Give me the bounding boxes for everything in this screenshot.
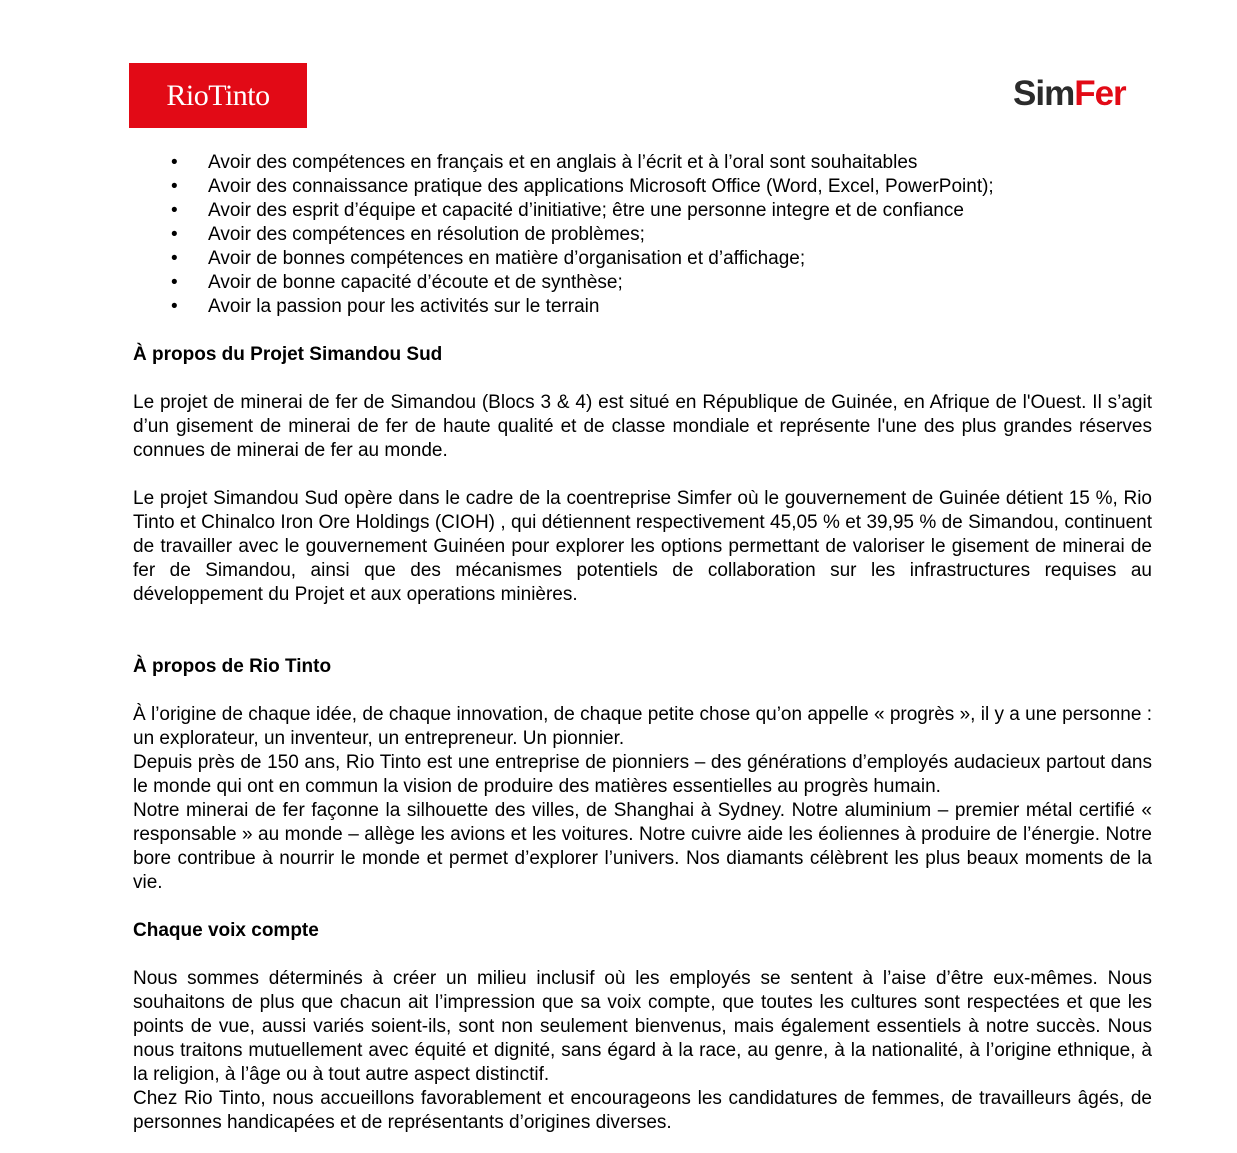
list-item-text: Avoir des compétences en français et en anglais à l’écrit et à l’oral sont souhaitables	[208, 152, 918, 173]
list-item-text: Avoir la passion pour les activités sur le terrain	[208, 296, 600, 317]
section-heading-simandou: À propos du Projet Simandou Sud	[133, 344, 443, 365]
rio-tinto-paragraph-1: À l’origine de chaque idée, de chaque innovation, de chaque petite chose qu’on appelle « progrès », il y a une personne : un explorateur, un inventeur, un entrepreneur. Un pionnier.	[133, 704, 1152, 749]
bullet-icon: •	[171, 296, 178, 317]
list-item-text: Avoir des connaissance pratique des applications Microsoft Office (Word, Excel, PowerPoint);	[208, 176, 994, 197]
voix-paragraph-2: Chez Rio Tinto, nous accueillons favorablement et encourageons les candidatures de femmes, de travailleurs âgés, de personnes handicapées et de représentants d’origines diverses.	[133, 1088, 1152, 1133]
bullet-icon: •	[171, 272, 178, 293]
voix-paragraph-1: Nous sommes déterminés à créer un milieu inclusif où les employés se sentent à l’aise d’être eux-mêmes. Nous souhaitons de plus que chacun ait l’impression que sa voix compte, que toutes les cultures sont respectées et que les points de vue, aussi variés soient-ils, sont non seulement bienvenus, mais également essentiels à notre succès. Nous nous traitons mutuellement avec équité et dignité, sans égard à la race, au genre, à la nationalité, à l’origine ethnique, à la religion, à l’âge ou à tout autre aspect distinctif.	[133, 968, 1152, 1085]
rio-tinto-logo	[129, 63, 307, 128]
list-item	[133, 295, 1152, 319]
rio-tinto-paragraph-2: Depuis près de 150 ans, Rio Tinto est une entreprise de pionniers – des générations d’employés audacieux partout dans le monde qui ont en commun la vision de produire des matières essentielles au progrès humain.	[133, 752, 1152, 797]
section-heading-rio-tinto: À propos de Rio Tinto	[133, 656, 332, 677]
simandou-paragraph-1: Le projet de minerai de fer de Simandou (Blocs 3 & 4) est situé en République de Guinée, en Afrique de l'Ouest. Il s’agit d’un gisement de minerai de fer de haute qualité et de classe mondiale et représente l'une des plus grandes réserves connues de minerai de fer au monde.	[133, 392, 1152, 461]
list-item	[133, 199, 1152, 223]
list-item-text: Avoir des compétences en résolution de problèmes;	[208, 224, 645, 245]
simandou-paragraph-2: Le projet Simandou Sud opère dans le cadre de la coentreprise Simfer où le gouvernement de Guinée détient 15 %, Rio Tinto et Chinalco Iron Ore Holdings (CIOH) , qui détiennent respectivement 45,05 % et 39,95 % de Simandou, continuent de travailler avec le gouvernement Guinéen pour explorer les options permettant de valoriser le gisement de minerai de fer de Simandou, ainsi que des mécanismes potentiels de collaboration sur les infrastructures requises au développement du Projet et aux operations minières.	[133, 488, 1152, 605]
list-item	[133, 247, 1152, 271]
simfer-logo	[1013, 74, 1126, 114]
rio-tinto-paragraph-3: Notre minerai de fer façonne la silhouette des villes, de Shanghai à Sydney. Notre aluminium – premier métal certifié « responsable » au monde – allège les avions et les voitures. Notre cuivre aide les éoliennes à produire de l’énergie. Notre bore contribue à nourrir le monde et permet d’explorer l’univers. Nos diamants célèbrent les plus beaux moments de la vie.	[133, 800, 1152, 893]
section-heading-voix: Chaque voix compte	[133, 920, 319, 941]
list-item	[133, 175, 1152, 199]
list-item-text: Avoir des esprit d’équipe et capacité d’initiative; être une personne integre et de confiance	[208, 200, 964, 221]
list-item-text: Avoir de bonne capacité d’écoute et de synthèse;	[208, 272, 623, 293]
rio-tinto-logo-text: RioTinto	[166, 78, 270, 112]
bullet-icon: •	[171, 224, 178, 245]
list-item	[133, 151, 1152, 175]
list-item	[133, 271, 1152, 295]
bullet-icon: •	[171, 200, 178, 221]
simfer-logo-fer: Fer	[1074, 74, 1126, 113]
bullet-icon: •	[171, 176, 178, 197]
requirements-list	[133, 151, 1152, 319]
bullet-icon: •	[171, 152, 178, 173]
simfer-logo-sim: Sim	[1013, 74, 1075, 113]
document-body	[133, 151, 1152, 1135]
list-item-text: Avoir de bonnes compétences en matière d’organisation et d’affichage;	[208, 248, 806, 269]
list-item	[133, 223, 1152, 247]
bullet-icon: •	[171, 248, 178, 269]
